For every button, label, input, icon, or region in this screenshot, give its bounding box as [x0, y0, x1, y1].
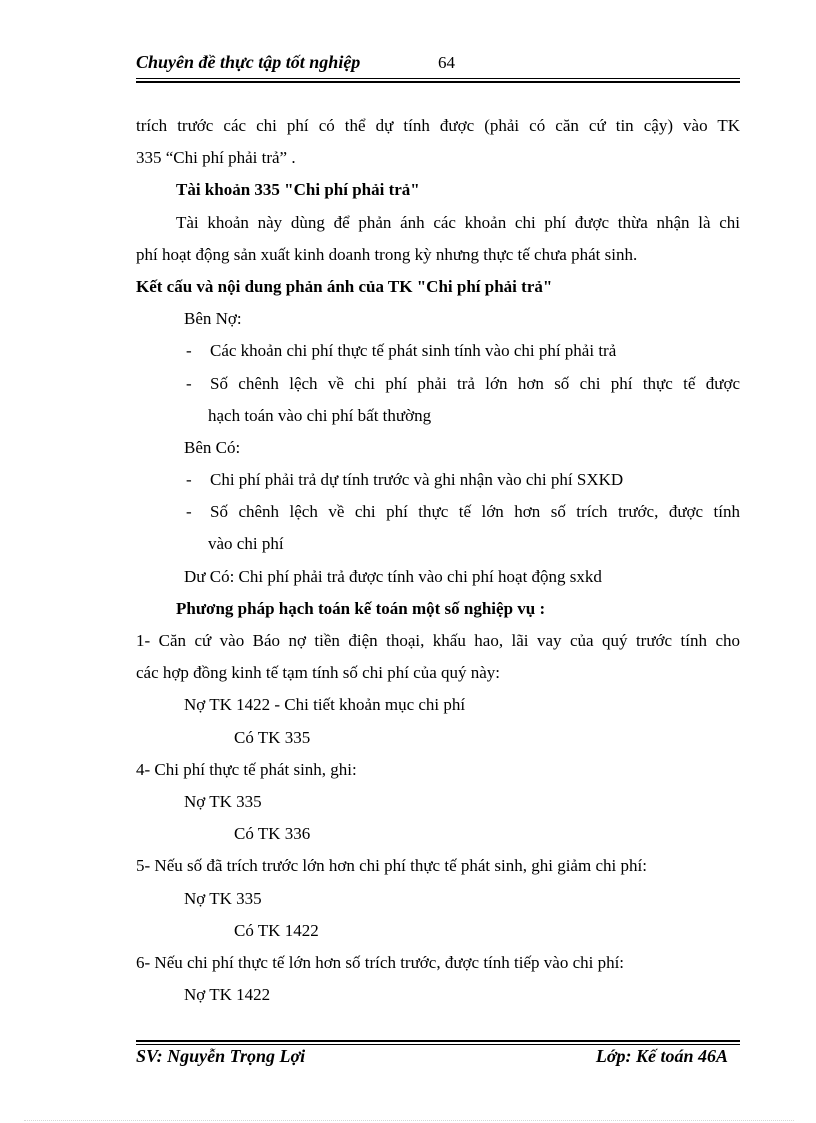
debit-side-label: Bên Nợ: [184, 309, 242, 329]
page-header [136, 50, 740, 80]
journal-debit: Nợ TK 335 [184, 791, 262, 811]
list-item-continuation: hạch toán vào chi phí bất thường [208, 405, 432, 425]
list-item-text: Số chênh lệch về chi phí phải trả lớn hơn số chi phí thực tế được [210, 373, 740, 393]
paragraph-line: Tài khoản này dùng để phản ánh các khoản chi phí được thừa nhận là chi [176, 212, 740, 232]
journal-credit: Có TK 335 [234, 727, 311, 747]
credit-side-label: Bên Có: [184, 437, 241, 457]
bullet-dash: - [186, 470, 192, 490]
document-body [136, 110, 740, 1011]
paragraph-line: 1- Căn cứ vào Báo nợ tiền điện thoại, khấu hao, lãi vay của quý trước tính cho [136, 631, 740, 650]
section-heading: Phương pháp hạch toán kế toán một số nghiệp vụ : [176, 598, 546, 618]
journal-debit: Nợ TK 1422 - Chi tiết khoản mục chi phí [184, 695, 466, 715]
journal-debit: Nợ TK 335 [184, 888, 262, 908]
journal-debit: Nợ TK 1422 [184, 985, 271, 1005]
header-title: Chuyên đề thực tập tốt nghiệp [136, 52, 361, 72]
page-footer [136, 1040, 740, 1076]
paragraph-line: phí hoạt động sản xuất kinh doanh trong kỳ nhưng thực tế chưa phát sinh. [136, 244, 638, 264]
class-name: Lớp: Kế toán 46A [595, 1046, 728, 1066]
journal-credit: Có TK 336 [234, 824, 311, 844]
credit-balance: Dư Có: Chi phí phải trả được tính vào chi phí hoạt động sxkd [184, 566, 602, 586]
paragraph-line: 335 “Chi phí phải trả” . [136, 148, 296, 168]
header-rule-thin [136, 78, 740, 79]
footer-rule-thick [136, 1040, 740, 1042]
page-number: 64 [438, 53, 455, 72]
footer-rule-thin [136, 1044, 740, 1045]
list-item-continuation: vào chi phí [208, 534, 284, 554]
bullet-dash: - [186, 502, 192, 522]
paragraph-line: 6- Nếu chi phí thực tế lớn hơn số trích trước, được tính tiếp vào chi phí: [136, 952, 625, 972]
list-item-text: Chi phí phải trả dự tính trước và ghi nhận vào chi phí SXKD [210, 470, 624, 490]
list-item-text: Số chênh lệch về chi phí thực tế lớn hơn số trích trước, được tính [210, 502, 740, 522]
header-rule-thick [136, 81, 740, 83]
bullet-dash: - [186, 341, 192, 361]
list-item [136, 335, 740, 367]
list-item [136, 368, 740, 400]
page-bottom-border [24, 1120, 794, 1121]
journal-credit: Có TK 1422 [234, 920, 319, 940]
list-item [136, 464, 740, 496]
paragraph-line: các hợp đồng kinh tế tạm tính số chi phí của quý này: [136, 663, 501, 683]
student-name: SV: Nguyễn Trọng Lợi [136, 1046, 306, 1066]
list-item-text: Các khoản chi phí thực tế phát sinh tính vào chi phí phải trả [210, 341, 617, 361]
bullet-dash: - [186, 373, 192, 393]
paragraph-line: 5- Nếu số đã trích trước lớn hơn chi phí thực tế phát sinh, ghi giảm chi phí: [136, 856, 647, 876]
paragraph-line: 4- Chi phí thực tế phát sinh, ghi: [136, 759, 357, 779]
paragraph-line: trích trước các chi phí có thể dự tính được (phải có căn cứ tin cậy) vào TK [136, 116, 740, 135]
section-heading: Kết cấu và nội dung phản ánh của TK "Chi phí phải trả" [136, 276, 553, 296]
section-heading: Tài khoản 335 "Chi phí phải trả" [176, 180, 420, 200]
list-item [136, 496, 740, 528]
